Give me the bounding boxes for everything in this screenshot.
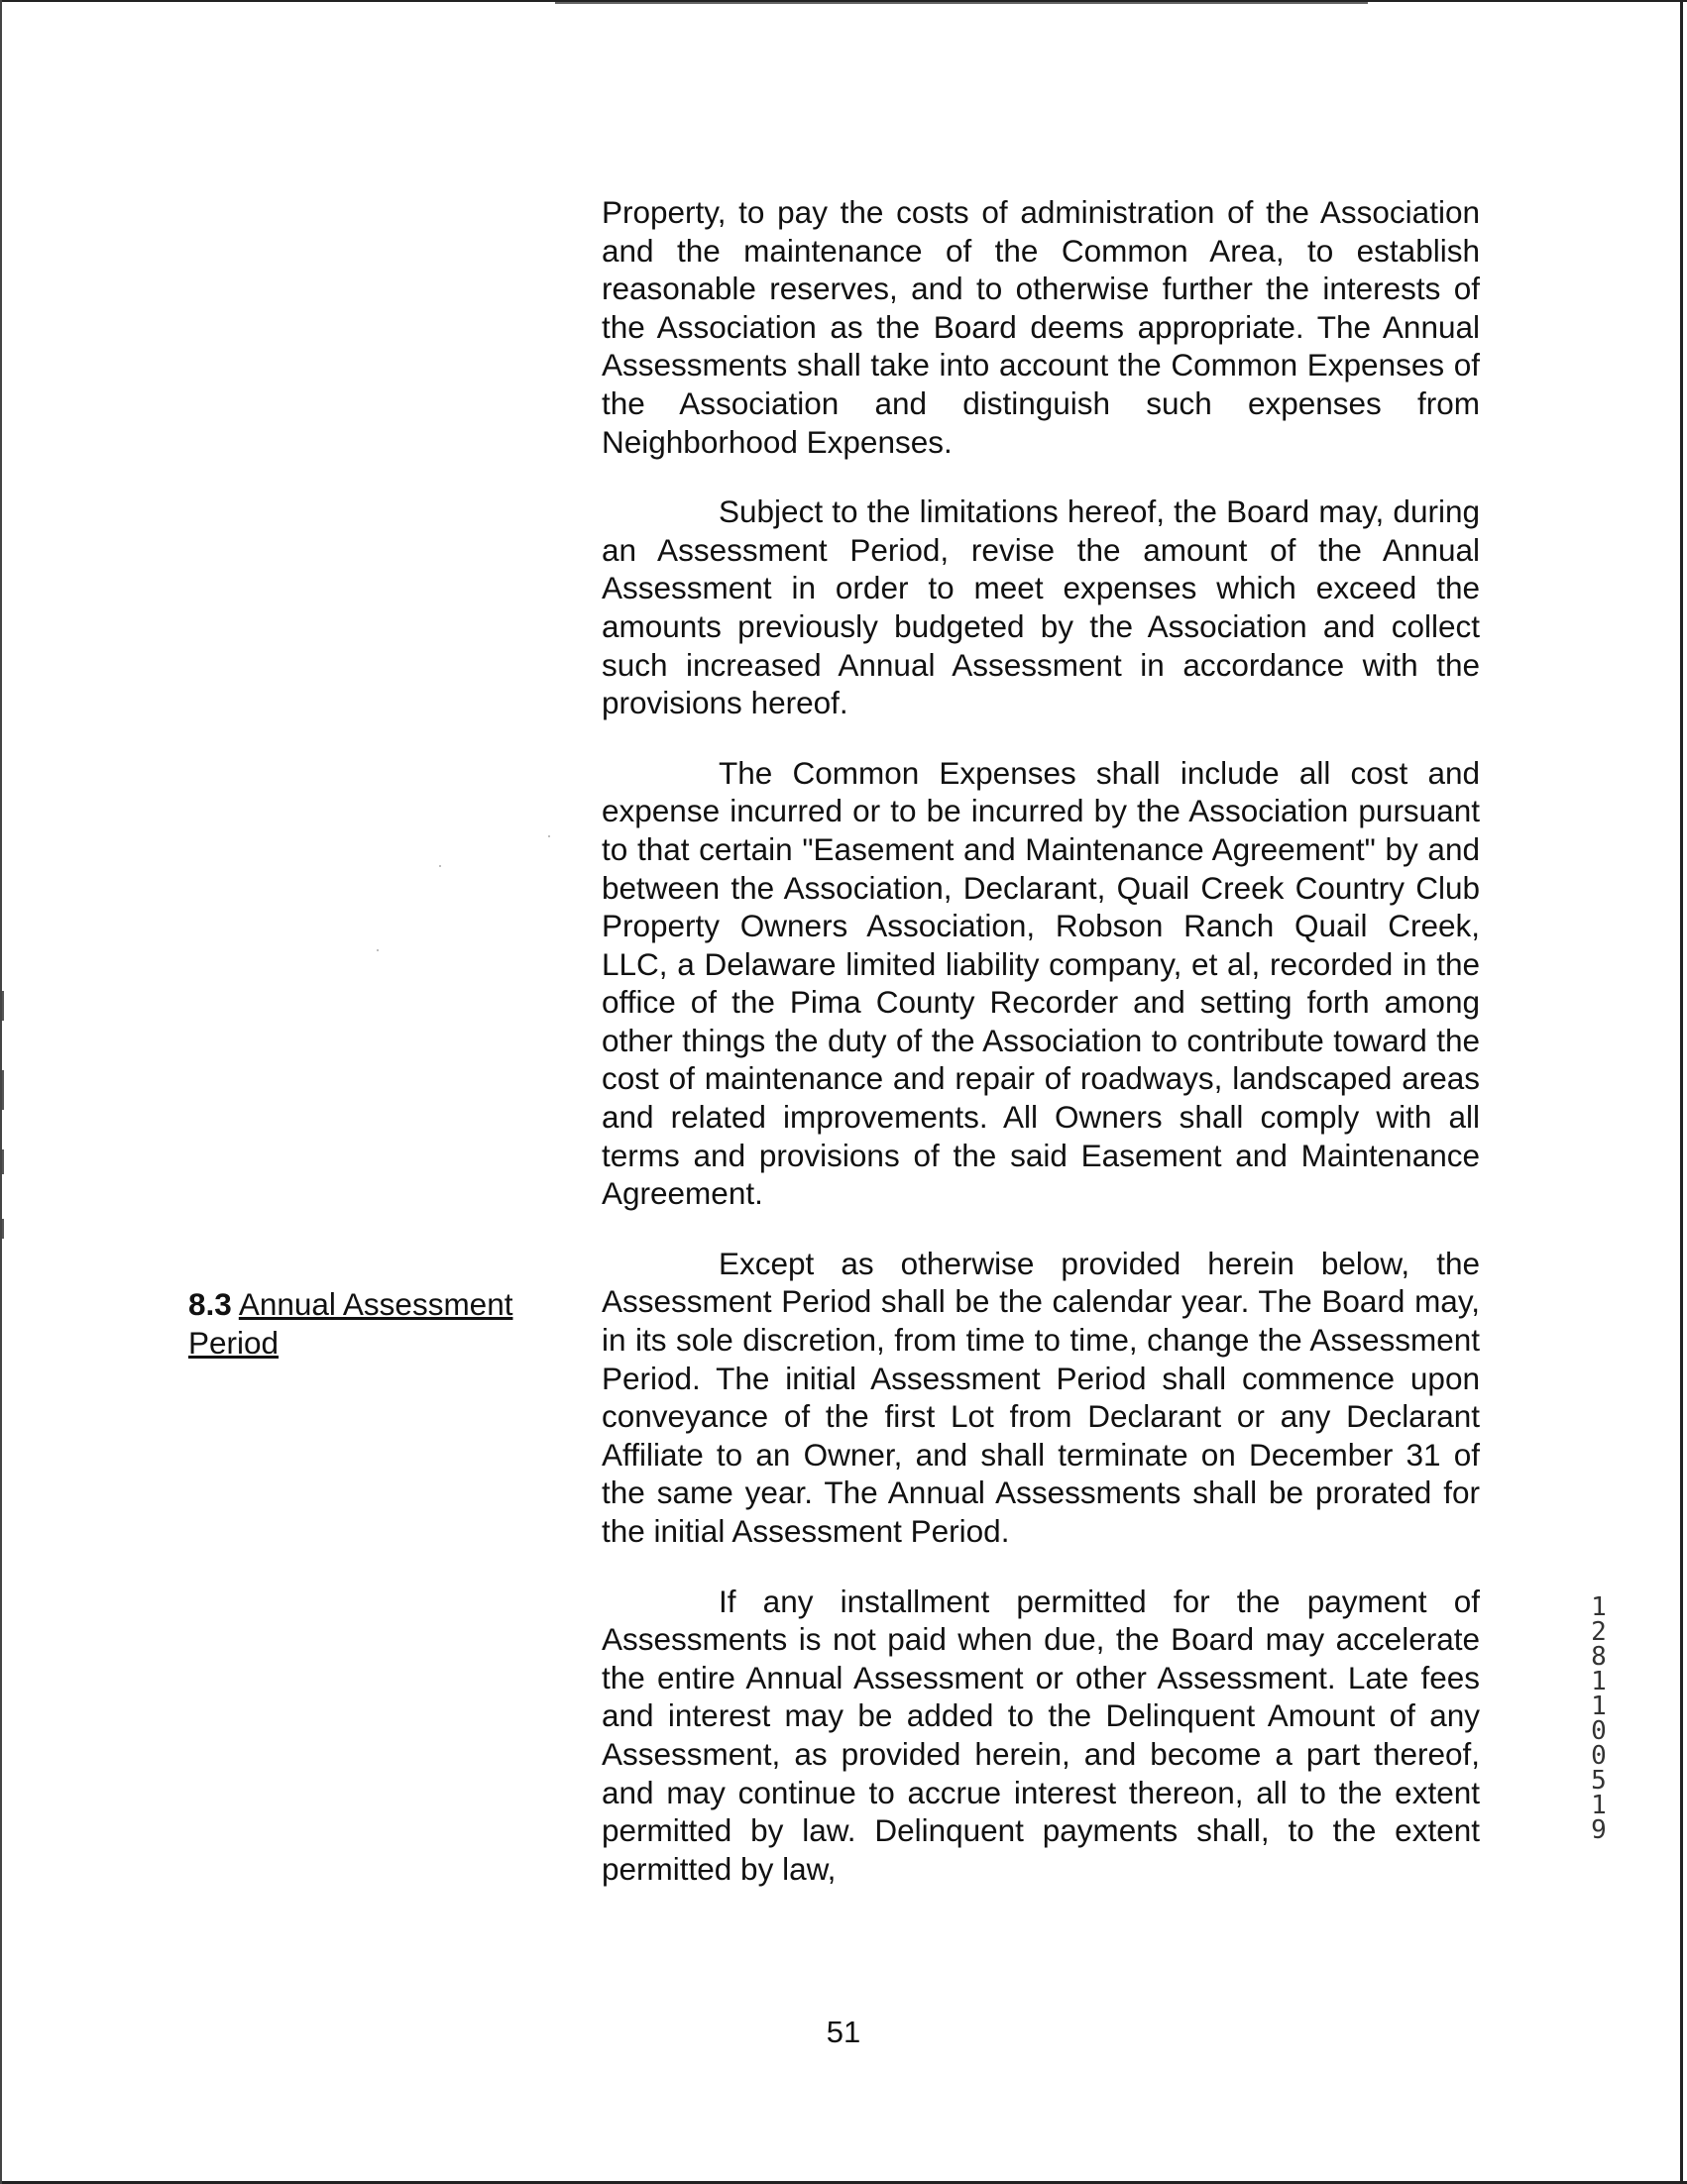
paragraph-assessment-period: Except as otherwise provided herein below, the Assessment Period shall be the calendar year. The Board may, in its sole discretion, from time to time, change the Assessment Period. The initial Assessment Period shall commence upon conveyance of the first Lot from Declarant or any Declarant Affiliate to an Owner, and shall terminate on December 31 of the same year. The Annual Assessments shall be prorated for the initial Assessment Period. <box>602 1245 1480 1549</box>
scan-artifact-left <box>2 991 4 1021</box>
paragraph-revise-assessment: Subject to the limitations hereof, the Board may, during an Assessment Period, revise the amount of the Annual Assessment in order to meet expenses which exceed the amounts previously budgeted by the Association and collect such increased Annual Assessment in accordance with the provisions hereof. <box>602 493 1480 721</box>
scan-artifact-top <box>555 2 1368 4</box>
section-heading <box>188 1285 565 1362</box>
scan-artifact-left <box>2 1219 4 1239</box>
scan-speck <box>548 835 550 837</box>
section-title: Annual Assessment Period <box>188 1286 513 1361</box>
paragraph-installment: If any installment permitted for the payment of Assessments is not paid when due, the Board may accelerate the entire Annual Assessment or other Assessment. Late fees and interest may be added to the Delinquent Amount of any Assessment, as provided herein, and become a part thereof, and may continue to accrue interest thereon, all to the extent permitted by law. Delinquent payments shall, to the extent permitted by law, <box>602 1583 1480 1887</box>
recording-stamp: 12811 00519 <box>1591 1592 1607 1845</box>
scan-speck <box>377 949 379 951</box>
paragraph-common-expenses: The Common Expenses shall include all cost and expense incurred or to be incurred by the Association pursuant to that certain "Easement and Maintenance Agreement" by and between the Association, Declarant, Quail Creek Country Club Property Owners Association, Robson Ranch Quail Creek, LLC, a Delaware limited liability company, et al, recorded in the office of the Pima County Recorder and setting forth among other things the duty of the Association to contribute toward the cost of maintenance and repair of roadways, landscaped areas and related improvements. All Owners shall comply with all terms and provisions of the said Easement and Maintenance Agreement. <box>602 754 1480 1212</box>
scan-artifact-left <box>2 1070 4 1110</box>
body-text-column <box>602 193 1480 1919</box>
page-border-right <box>1680 0 1683 2184</box>
section-number: 8.3 <box>188 1286 232 1322</box>
paragraph-continuation: Property, to pay the costs of administration of the Association and the maintenance of the Common Area, to establish reasonable reserves, and to otherwise further the interests of the Association as the Board deems appropriate. The Annual Assessments shall take into account the Common Expenses of the Association and distinguish such expenses from Neighborhood Expenses. <box>602 194 1480 460</box>
scan-artifact-left <box>2 1149 4 1174</box>
page-number: 51 <box>826 2015 861 2049</box>
scan-speck <box>439 865 441 867</box>
